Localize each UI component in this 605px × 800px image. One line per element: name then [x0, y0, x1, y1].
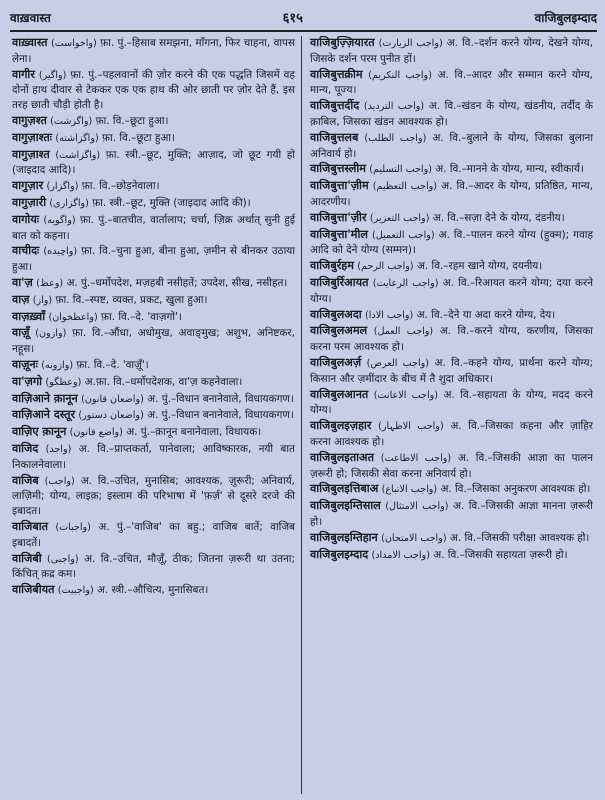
entry-urdu-spelling: (واضعان دستور) [78, 410, 144, 422]
entry-urdu-spelling: (واگزاشت) [55, 149, 101, 161]
entry-headword: वाजिबुर्रहम [310, 259, 354, 273]
page-number: ६१५ [282, 11, 303, 26]
entry-definition: अ. वि.–करने योग्य, करणीय, जिसका करना परम आवश्यक हो। [310, 325, 593, 354]
entry-definition: फ़ा. पुं.–बातचीत, वार्तालाप; चर्चा, ज़िक्र अर्थात् सुनी हुई बात को कहना। [12, 213, 295, 242]
entry-urdu-spelling: (واجب التعمیل) [371, 229, 435, 241]
entry-headword: वाजिब [12, 473, 39, 487]
entry-definition: अ. वि.–रिआयत करने योग्य; दया करने योग्य। [310, 276, 593, 305]
entry-headword: वाजिबुत्तर्दीद [310, 99, 360, 113]
dictionary-entry [12, 375, 295, 391]
entry-definition: फ़ा. वि.–छूटा हुआ। [95, 114, 169, 127]
entry-headword: वाजिबुत्ता'ज़ीम [310, 179, 369, 193]
entry-headword: वागुज़ारी [12, 195, 47, 209]
dictionary-entry [310, 99, 593, 130]
entry-headword: वाजिबुर्रिआयत [310, 275, 369, 289]
entry-headword: वाजिबुत्ता'मील [310, 227, 368, 241]
entry-headword: वाचीदः [12, 244, 40, 258]
dictionary-entry [12, 552, 295, 583]
entry-urdu-spelling: (وعظ) [36, 277, 64, 289]
entry-headword: वाजिबीयत [12, 583, 55, 597]
entry-urdu-spelling: (واجب الطلب) [364, 132, 427, 144]
entry-urdu-spelling: (واجب الاظہار) [378, 421, 444, 433]
entry-definition: फ़ा. वि.–दे. 'वाज़ूँ'। [76, 358, 149, 371]
entry-headword: वाजिबुत्तलब [310, 130, 359, 144]
entry-headword: वाजिबुलइम्दाद [310, 547, 369, 561]
entry-urdu-spelling: (واجب التعزیر) [369, 212, 430, 224]
entry-headword: वाज़िआने क़ानून [12, 391, 78, 405]
entry-headword: वागुज़श्त [12, 113, 47, 127]
entry-urdu-spelling: (واضعان قانون) [81, 393, 144, 405]
entry-urdu-spelling: (واخواست) [50, 38, 97, 49]
entry-headword: वागुज़ाश्तः [12, 130, 53, 144]
entry-definition: अ. वि.–पालन करने योग्य (हुक्म); गवाह आदि को देने योग्य (सम्मन)। [310, 228, 593, 257]
entry-definition: अ. पुं.–क़ानून बनानेवाला, विधायक। [126, 426, 262, 439]
entry-definition: फ़ा. वि.–दे. 'वाज़गो'। [101, 310, 182, 323]
entry-headword: वाज़ख़्वाँ [12, 309, 46, 323]
entry-headword: वागीर [12, 67, 35, 81]
entry-definition: अ. वि.–सज़ा देने के योग्य, दंडनीय। [432, 211, 565, 224]
dictionary-entry [310, 259, 593, 275]
entry-urdu-spelling: (واجب الامتثال) [385, 501, 449, 513]
entry-headword: वाजिबी [12, 551, 42, 565]
entry-definition: अ. वि.–प्राप्तकर्ता, पानेवाला; आविष्कारक, नयी बात निकालनेवाला। [12, 442, 295, 471]
dictionary-entry [12, 520, 295, 551]
entry-definition: अ. वि.–दर्शन करने योग्य, देखने योग्य, जिसके दर्शन परम पुनीत हों। [310, 37, 594, 65]
entry-definition: फ़ा. स्त्री.–छूट, मुक्ति (जाइदाद आदि की)। [92, 196, 251, 209]
entry-headword: वाजिबुलआनत [310, 387, 369, 401]
entry-headword: वाजिबुज़्ज़ियारत [310, 36, 375, 49]
dictionary-entry [12, 179, 295, 195]
entry-headword: वागुज़ार [12, 179, 44, 193]
entry-definition: अ. वि.–जिसका कहना और ज़ाहिर करना आवश्यक हो। [310, 420, 593, 448]
entry-definition: अ. स्त्री.–औचित्य, मुनासिबत। [97, 584, 209, 597]
entry-headword: वाजिबुलअमल [310, 324, 368, 338]
left-guide-word: वाख़वास्त [10, 10, 51, 25]
dictionary-entry [12, 148, 295, 179]
dictionary-entry [310, 36, 593, 67]
entry-urdu-spelling: (واضع قانون) [69, 427, 123, 439]
entry-urdu-spelling: (واگزاری) [49, 197, 89, 209]
dictionary-entry [12, 213, 295, 244]
entry-urdu-spelling: (واز) [32, 294, 53, 306]
entry-definition: फ़ा. वि.–चुना हुआ, बीना हुआ, ज़मीन से बीनकर उठाया हुआ। [12, 245, 296, 274]
dictionary-entry [310, 482, 593, 498]
entry-urdu-spelling: (واجب) [44, 475, 75, 487]
entry-definition: अ. वि.–सहायता के योग्य, मदद करने योग्य। [310, 388, 593, 417]
entry-definition: अ. पुं.–'वाजिब' का बहु.; वाजिब बातें; वाजिब इबादतें। [12, 520, 295, 549]
entry-urdu-spelling: (واجب الاتباع) [381, 484, 438, 496]
entry-definition: अ. वि.–आदर और सम्मान करने योग्य, मान्य, पूज्य। [310, 68, 593, 97]
entry-definition: अ.फ़ा. वि.–धर्मोपदेशक, वा'ज़ कहनेवाला। [84, 375, 243, 388]
entry-definition: अ. वि.–आदर के योग्य, प्रतिष्ठित, मान्य, आदरणीय। [310, 180, 594, 208]
entry-urdu-spelling: (واجب الادا) [365, 309, 414, 321]
entry-headword: वाज़ूँ [12, 326, 30, 340]
entry-urdu-spelling: (واجب العرض) [366, 357, 430, 369]
entry-urdu-spelling: (وازونه) [41, 359, 74, 371]
page-header [10, 4, 597, 32]
dictionary-entry [12, 293, 295, 309]
entry-headword: वाख़्वास्त [12, 36, 48, 49]
entry-headword: वाज़िए क़ानून [12, 425, 67, 439]
dictionary-entry [12, 131, 295, 147]
dictionary-entry [310, 324, 593, 355]
dictionary-entry [310, 68, 593, 99]
dictionary-entry [12, 474, 295, 519]
entry-urdu-spelling: (واجب الزیارت) [378, 38, 443, 49]
dictionary-entry [12, 244, 295, 275]
entry-urdu-spelling: (واجبات) [55, 521, 91, 533]
dictionary-entry [310, 179, 593, 210]
entry-urdu-spelling: (واگویه) [43, 214, 76, 226]
entry-urdu-spelling: (وعظگو) [45, 376, 82, 388]
entry-urdu-spelling: (واجب الاطاعت) [380, 452, 452, 464]
dictionary-entry [12, 358, 295, 374]
dictionary-entry [310, 548, 593, 564]
entry-urdu-spelling: (واجب الامداد) [371, 549, 430, 561]
dictionary-entry [12, 114, 295, 130]
entry-definition: फ़ा. स्त्री.–छूट, मुक्ति; आज़ाद, जो छूट गयी हो (जाइदाद आदि)। [12, 148, 295, 177]
dictionary-entry [12, 583, 295, 599]
entry-urdu-spelling: (واجد) [45, 443, 72, 455]
entry-urdu-spelling: (واجب التسلیم) [369, 164, 432, 176]
entry-headword: वाज़ूनः [12, 357, 38, 371]
entry-definition: फ़ा. वि.–औंधा, अधोमुख, अवाङ्‌मुख; अशुभ, अनिष्टकर, नहूस। [12, 327, 295, 356]
dictionary-entry [310, 356, 593, 387]
entry-urdu-spelling: (واگزاشته) [55, 132, 99, 144]
dictionary-entry [310, 131, 593, 162]
entry-headword: वा'ज़ [12, 275, 33, 289]
entry-definition: फ़ा. पुं.–हिसाब समझना, माँगना, फिर चाहना, वापस लेना। [12, 37, 295, 65]
dictionary-entry [12, 196, 295, 212]
dictionary-entry [310, 499, 593, 530]
dictionary-entry [310, 451, 593, 482]
dictionary-entry [12, 408, 295, 424]
entry-urdu-spelling: (واعظخوان) [48, 311, 98, 323]
entry-headword: वागुज़ाश्त [12, 147, 50, 161]
entry-headword: वाजिबात [12, 519, 48, 533]
entry-headword: वाजिबुत्ता'ज़ीर [310, 210, 367, 224]
entry-urdu-spelling: (واچیده) [43, 246, 78, 258]
entry-definition: फ़ा. वि.–छूटा हुआ। [102, 131, 175, 144]
entry-headword: वाजिबुत्तक्रीम [310, 67, 363, 81]
dictionary-entry [12, 326, 295, 357]
entry-headword: वाजिबुलइम्तिसाल [310, 499, 381, 513]
dictionary-entry [12, 276, 295, 292]
entry-headword: वाज़िआने दस्तूर [12, 408, 76, 422]
left-column [8, 36, 301, 794]
entry-definition: फ़ा. वि.–स्पष्ट, व्यक्त, प्रकट, खुला हुआ। [55, 293, 208, 306]
entry-headword: वाजिबुलअर्ज़ [310, 355, 362, 369]
entry-definition: अ. वि.–उचित, मौज़ूँ, ठीक; जितना ज़रूरी था उतना; किंचित्‌ क़द्र कम। [12, 552, 295, 581]
entry-definition: अ. वि.–जिसकी परीक्षा आवश्यक हो। [449, 531, 590, 544]
entry-definition: अ. वि.–खंडन के योग्य, खंडनीय, तर्दीद के क़ाबिल, जिसका खंडन आवश्यक हो। [310, 100, 593, 128]
entry-definition: अ. वि.–रहम खाने योग्य, दयनीय। [416, 260, 543, 273]
entry-definition: अ. पुं.–विधान बनानेवाले, विधायकगण। [147, 409, 294, 422]
entry-definition: अ. वि.–जिसकी आज्ञा मानना ज़रूरी हो। [310, 500, 593, 528]
entry-definition: अ. पुं.–धर्मोपदेश, मज़हबी नसीहतें; उपदेश, सीख, नसीहत। [66, 276, 288, 289]
entry-urdu-spelling: (واجب الاعانت) [373, 389, 438, 401]
entry-headword: वाजिबुत्तस्लीम [310, 162, 366, 176]
entry-urdu-spelling: (واجب العمل) [373, 326, 434, 338]
entry-urdu-spelling: (واجب الرعایت) [372, 277, 439, 289]
dictionary-entry [310, 419, 593, 450]
dictionary-entry [310, 228, 593, 259]
entry-urdu-spelling: (واگزار) [46, 181, 79, 193]
entry-urdu-spelling: (واجب التکریم) [368, 69, 432, 81]
entry-headword: वाजिबुलइत्तिबाअ [310, 482, 379, 496]
entry-headword: वाजिबुलइताअत [310, 450, 374, 464]
entry-definition: अ. वि.–मानने के योग्य, मान्य, स्वीकार्य। [435, 163, 584, 176]
entry-headword: वाजिबुलअदा [310, 307, 362, 321]
dictionary-entry [12, 392, 295, 408]
entry-urdu-spelling: (واگیر) [38, 69, 67, 81]
entry-urdu-spelling: (واگزشت) [50, 115, 93, 127]
entry-headword: वाजिबुलइज़हार [310, 419, 372, 433]
entry-urdu-spelling: (واجب الرحم) [357, 261, 414, 273]
entry-definition: अ. वि.–जिसकी आज्ञा का पालन ज़रूरी हो; जिसकी सेवा करना अनिवार्य हो। [310, 451, 593, 480]
entry-definition: फ़ा. वि.–छोड़नेवाला। [81, 180, 160, 193]
entry-headword: वा'ज़गो [12, 374, 43, 388]
entry-definition: अ. वि.–देने या अदा करने योग्य, देय। [416, 308, 556, 321]
entry-urdu-spelling: (وازون) [35, 328, 67, 340]
entry-headword: वाजिद [12, 441, 39, 455]
dictionary-entry [310, 388, 593, 419]
dictionary-entry [12, 442, 295, 473]
entry-definition: अ. वि.–बुलाने के योग्य, जिसका बुलाना अनिवार्य हो। [310, 131, 594, 160]
dictionary-entry [12, 68, 295, 113]
dictionary-entry [310, 162, 593, 178]
dictionary-entry [12, 310, 295, 326]
entry-headword: वाज़ [12, 292, 30, 306]
dictionary-entry [310, 211, 593, 227]
dictionary-entry [12, 425, 295, 441]
entry-definition: अ. वि.–उचित, मुनासिब; आवश्यक, ज़ुरूरी; अनिवार्य, लाज़िमी; योग्य, लाइक़; इस्लाम की परिभाषा में 'फ़र्ज़' से दूसरे दरजे की इबादत। [12, 474, 295, 518]
dictionary-entry [310, 308, 593, 324]
entry-definition: अ. वि.–कहने योग्य, प्रार्थना करने योग्य; किसान और ज़मींदार के बीच में तै शुदा अधिकार। [310, 356, 593, 385]
entry-headword: वाजिबुलइम्तिहान [310, 530, 378, 544]
entry-urdu-spelling: (واجب الامتحان) [381, 532, 447, 544]
entry-definition: अ. वि.–जिसका अनुकरण आवश्यक हो। [440, 483, 591, 496]
entry-urdu-spelling: (واجبی) [47, 553, 79, 565]
columns [8, 36, 597, 794]
entry-definition: अ. पुं.–विधान बनानेवाले, विधायकगण। [147, 392, 294, 405]
dictionary-entry [310, 531, 593, 547]
entry-definition: अ. वि.–जिसकी सहायता ज़रूरी हो। [433, 548, 568, 561]
dictionary-entry [12, 36, 295, 67]
entry-urdu-spelling: (واجب التعظیم) [372, 181, 438, 193]
entry-headword: वागोयः [12, 212, 40, 226]
dictionary-entry [310, 276, 593, 307]
entry-urdu-spelling: (واجب التردید) [363, 101, 425, 113]
right-guide-word: वाजिबुलइम्दाद [534, 10, 597, 25]
entry-definition: फ़ा. पुं.–पहलवानों की ज़ोर करने की एक पद्धति जिसमें वह दोनों हाथ दीवार से टेककर एक एक हाथ की ओर छाती पर ज़ोर देते हैं, इस तरह छाती चौड़ी होती है। [12, 68, 295, 112]
right-column [301, 36, 597, 794]
entry-urdu-spelling: (واجبیت) [57, 585, 94, 597]
